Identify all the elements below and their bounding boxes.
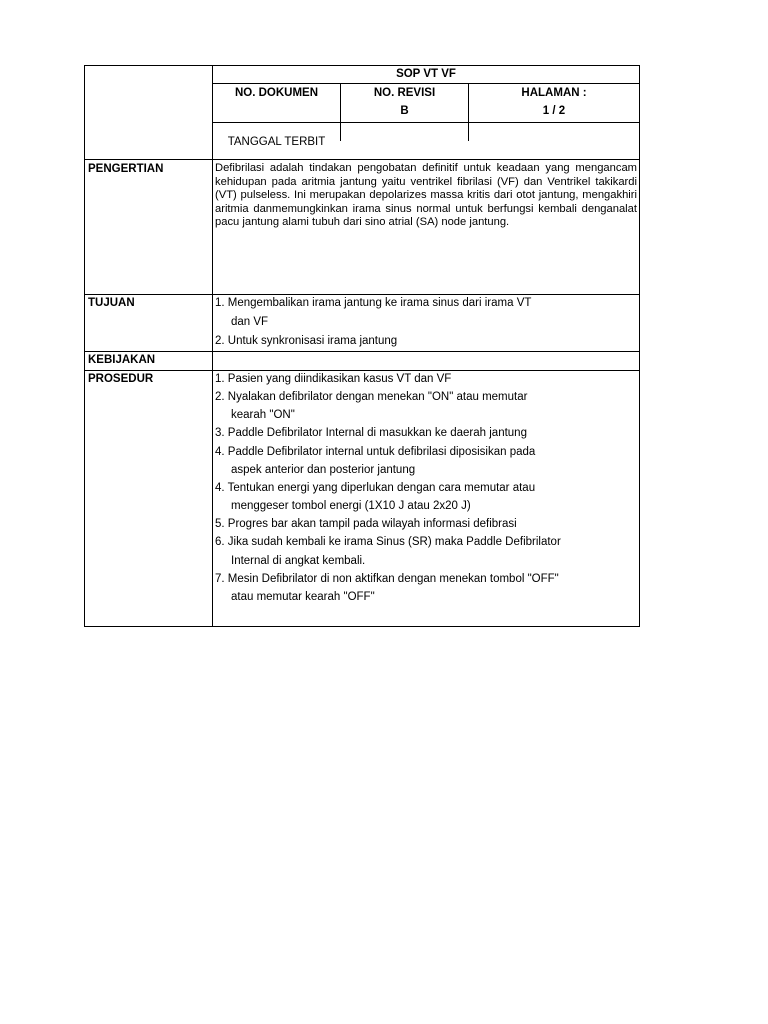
prosedur-step: 4. Tentukan energi yang diperlukan dengan cara memutar atau <box>215 482 536 494</box>
revision-label: NO. REVISI <box>373 87 436 99</box>
border-right <box>639 65 640 627</box>
pengertian-label: PENGERTIAN <box>88 163 164 175</box>
issue-date-label: TANGGAL TERBIT <box>227 136 326 148</box>
divider-below-header <box>84 159 640 160</box>
prosedur-step-continuation: menggeser tombol energi (1X10 J atau 2x20 J) <box>231 500 471 512</box>
prosedur-step-continuation: aspek anterior dan posterior jantung <box>231 464 416 476</box>
prosedur-label: PROSEDUR <box>88 373 154 385</box>
revision-value: B <box>400 105 409 117</box>
doc-number-label: NO. DOKUMEN <box>234 87 319 99</box>
prosedur-step: 1. Pasien yang diindikasikan kasus VT dan VF <box>215 373 452 385</box>
border-left <box>84 65 85 627</box>
page-label: HALAMAN : <box>521 87 587 99</box>
border-bottom <box>84 626 640 627</box>
tujuan-item-continuation: dan VF <box>231 316 269 328</box>
tujuan-item: 1. Mengembalikan irama jantung ke irama sinus dari irama VT <box>215 297 532 309</box>
kebijakan-label: KEBIJAKAN <box>88 354 156 366</box>
sop-document-table <box>84 65 640 627</box>
tujuan-label: TUJUAN <box>88 297 135 309</box>
tujuan-item: 2. Untuk synkronisasi irama jantung <box>215 335 398 347</box>
page-value: 1 / 2 <box>542 105 566 117</box>
prosedur-step: 6. Jika sudah kembali ke irama Sinus (SR) maka Paddle Defibrilator <box>215 536 561 548</box>
divider-below-tujuan <box>84 351 640 352</box>
prosedur-step-continuation: atau memutar kearah "OFF" <box>231 591 375 603</box>
prosedur-step: 5. Progres bar akan tampil pada wilayah informasi defibrasi <box>215 518 517 530</box>
prosedur-step: 4. Paddle Defibrilator internal untuk defibrilasi diposisikan pada <box>215 446 536 458</box>
divider-below-doc-row <box>212 122 640 123</box>
prosedur-step-continuation: Internal di angkat kembali. <box>231 555 366 567</box>
prosedur-step-continuation: kearah "ON" <box>231 409 295 421</box>
pengertian-text: Defibrilasi adalah tindakan pengobatan definitif untuk keadaan yang mengancam kehidupan pada aritmia jantung yaitu ventrikel fibrilasi (VF) dan Ventrikel takikardi (VT) pulseless. Ini merupakan depolarizes massa kritis dari otot jantung, mengakhiri aritmia danmemungkinkan irama sinus normal untuk berfungsi kembali denganalat pacu jantung alami tubuh dari sino atrial (SA) node jantung. <box>215 162 637 229</box>
prosedur-step: 2. Nyalakan defibrilator dengan menekan "ON" atau memutar <box>215 391 528 403</box>
prosedur-step: 3. Paddle Defibrilator Internal di masukkan ke daerah jantung <box>215 427 527 439</box>
document-title: SOP VT VF <box>396 68 456 80</box>
prosedur-step: 7. Mesin Defibrilator di non aktifkan dengan menekan tombol "OFF" <box>215 573 559 585</box>
